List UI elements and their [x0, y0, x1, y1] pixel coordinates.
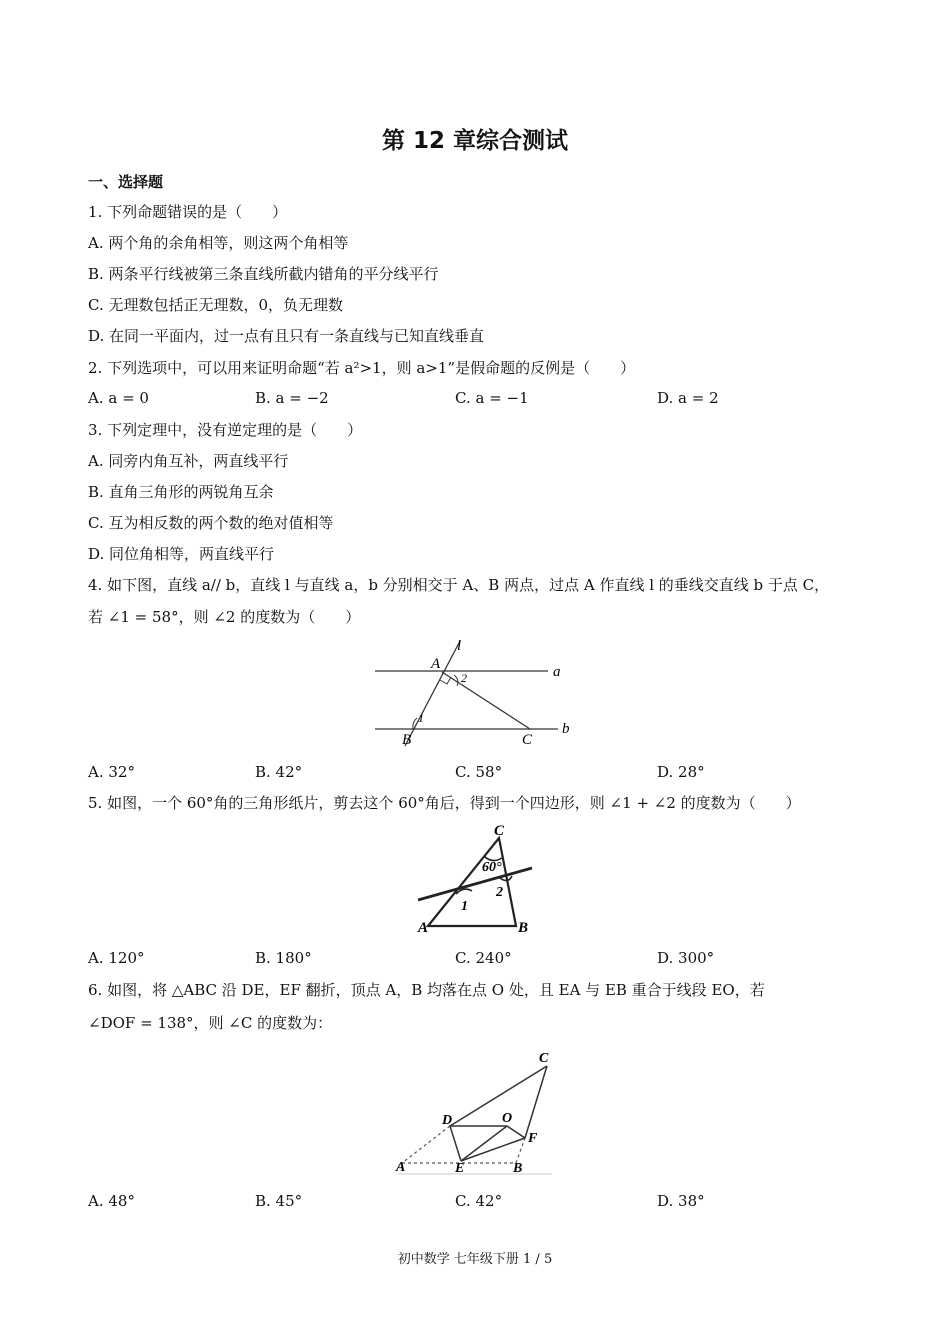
q6-label-A: A [396, 1160, 406, 1175]
q6-label-C: C [539, 1051, 549, 1066]
q5-label-60: 60° [482, 860, 502, 875]
q5-option-d: D. 300° [657, 949, 715, 967]
q2-option-a: A. a = 0 [88, 389, 149, 407]
q2-option-d: D. a = 2 [657, 389, 719, 407]
q3-stem: 3. 下列定理中，没有逆定理的是（ ） [88, 421, 363, 439]
q4-label-l: l [457, 638, 462, 654]
q3-option-c: C. 互为相反数的两个数的绝对值相等 [88, 514, 334, 532]
q3-option-b: B. 直角三角形的两锐角互余 [88, 483, 274, 501]
q6-label-B: B [513, 1161, 523, 1176]
q5-stem: 5. 如图，一个 60°角的三角形纸片，剪去这个 60°角后，得到一个四边形，则 ∠1 + ∠2 的度数为（ ） [88, 794, 801, 812]
q5-option-c: C. 240° [455, 949, 512, 967]
q5-figure [412, 818, 542, 940]
q4-stem-line1: 4. 如下图，直线 a// b，直线 l 与直线 a，b 分别相交于 A、B 两点，过点 A 作直线 l 的垂线交直线 b 于点 C， [88, 576, 830, 594]
q6-figure [392, 1048, 557, 1178]
section-heading: 一、选择题 [88, 173, 164, 191]
q6-label-F: F [528, 1131, 538, 1146]
q6-label-D: D [442, 1113, 453, 1128]
q1-stem: 1. 下列命题错误的是（ ） [88, 203, 288, 221]
q6-option-a: A. 48° [88, 1192, 135, 1210]
q3-option-a: A. 同旁内角互补，两直线平行 [88, 452, 289, 470]
q4-option-d: D. 28° [657, 763, 705, 781]
q6-stem-line1: 6. 如图，将 △ABC 沿 DE，EF 翻折，顶点 A，B 均落在点 O 处，且 EA 与 EB 重合于线段 EO，若 [88, 981, 765, 999]
q5-label-C: C [494, 823, 505, 839]
q4-stem-line2: 若 ∠1 = 58°，则 ∠2 的度数为（ ） [88, 608, 361, 626]
q1-option-b: B. 两条平行线被第三条直线所截内错角的平分线平行 [88, 265, 439, 283]
page-title: 第 12 章综合测试 [381, 128, 569, 154]
q5-label-A: A [418, 920, 429, 936]
q6-label-O: O [502, 1111, 513, 1126]
q5-label-B: B [518, 920, 529, 936]
q4-figure [370, 636, 580, 751]
q4-label-a: a [553, 664, 561, 680]
q4-label-1: 1 [418, 711, 424, 725]
q6-stem-line2: ∠DOF = 138°，则 ∠C 的度数为： [88, 1014, 333, 1032]
q1-option-a: A. 两个角的余角相等，则这两个角相等 [88, 234, 349, 252]
q4-option-b: B. 42° [255, 763, 303, 781]
q5-option-a: A. 120° [88, 949, 145, 967]
q4-label-b: b [562, 721, 570, 737]
page-footer: 初中数学 七年级下册 1 / 5 [397, 1252, 553, 1267]
q6-option-c: C. 42° [455, 1192, 503, 1210]
q2-option-b: B. a = −2 [255, 389, 329, 407]
q4-label-2: 2 [461, 671, 467, 685]
q4-label-B: B [402, 732, 412, 748]
q6-option-d: D. 38° [657, 1192, 705, 1210]
q5-option-b: B. 180° [255, 949, 312, 967]
q4-label-C: C [522, 732, 533, 748]
q4-option-a: A. 32° [88, 763, 135, 781]
q2-stem: 2. 下列选项中，可以用来证明命题“若 a²>1，则 a>1”是假命题的反例是（ ） [88, 359, 636, 377]
q5-label-2: 2 [496, 885, 503, 900]
q1-option-c: C. 无理数包括正无理数，0，负无理数 [88, 296, 344, 314]
q6-label-E: E [455, 1161, 465, 1176]
q5-label-1: 1 [461, 899, 468, 914]
q6-option-b: B. 45° [255, 1192, 303, 1210]
q4-option-c: C. 58° [455, 763, 503, 781]
q2-option-c: C. a = −1 [455, 389, 529, 407]
q3-option-d: D. 同位角相等，两直线平行 [88, 545, 275, 563]
q4-label-A: A [431, 656, 441, 672]
q1-option-d: D. 在同一平面内，过一点有且只有一条直线与已知直线垂直 [88, 327, 485, 345]
